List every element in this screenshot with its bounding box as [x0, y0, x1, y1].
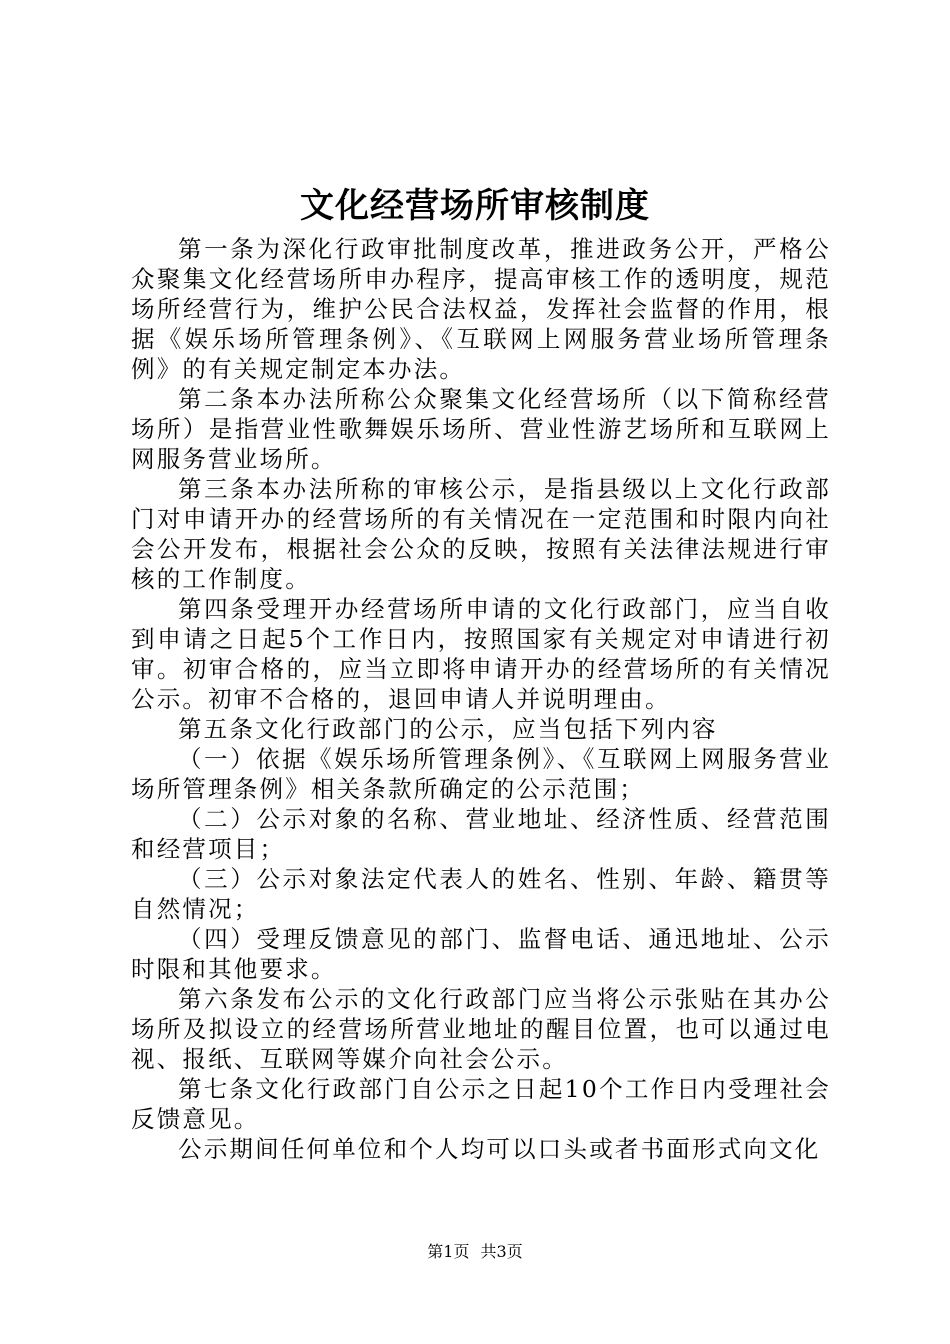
article-5-item-1: （一）依据《娱乐场所管理条例》、《互联网上网服务营业场所管理条例》相关条款所确定的公示范围；	[131, 745, 831, 803]
document-body	[131, 234, 831, 1164]
continuation-paragraph: 公示期间任何单位和个人均可以口头或者书面形式向文化	[178, 1135, 821, 1163]
article-1-paragraph: 第一条为深化行政审批制度改革，推进政务公开，严格公众聚集文化经营场所申办程序，提高审核工作的透明度，规范场所经营行为，维护公民合法权益，发挥社会监督的作用，根据《娱乐场所管理条例》、《互联网上网服务营业场所管理条例》的有关规定制定本办法。	[131, 235, 831, 383]
article-5-paragraph: 第五条文化行政部门的公示，应当包括下列内容	[178, 715, 718, 743]
article-2-paragraph: 第二条本办法所称公众聚集文化经营场所（以下简称经营场所）是指营业性歌舞娱乐场所、营业性游艺场所和互联网上网服务营业场所。	[131, 385, 831, 473]
article-3-paragraph: 第三条本办法所称的审核公示，是指县级以上文化行政部门对申请开办的经营场所的有关情况在一定范围和时限内向社会公开发布，根据社会公众的反映，按照有关法律法规进行审核的工作制度。	[131, 475, 831, 593]
article-4-paragraph: 第四条受理开办经营场所申请的文化行政部门，应当自收到申请之日起5个工作日内，按照国家有关规定对申请进行初审。初审合格的，应当立即将申请开办的经营场所的有关情况公示。初审不合格的，退回申请人并说明理由。	[131, 595, 831, 713]
article-5-item-4: （四）受理反馈意见的部门、监督电话、通迅地址、公示时限和其他要求。	[131, 925, 831, 983]
article-5-item-3: （三）公示对象法定代表人的姓名、性别、年龄、籍贯等自然情况；	[131, 865, 831, 923]
article-5-item-2: （二）公示对象的名称、营业地址、经济性质、经营范围和经营项目；	[131, 805, 831, 863]
page-footer: 第1页 共3页	[427, 1242, 523, 1261]
article-6-paragraph: 第六条发布公示的文化行政部门应当将公示张贴在其办公场所及拟设立的经营场所营业地址的醒目位置，也可以通过电视、报纸、互联网等媒介向社会公示。	[131, 985, 831, 1073]
article-7-paragraph: 第七条文化行政部门自公示之日起10个工作日内受理社会反馈意见。	[131, 1075, 831, 1133]
document-title: 文化经营场所审核制度	[300, 186, 650, 226]
